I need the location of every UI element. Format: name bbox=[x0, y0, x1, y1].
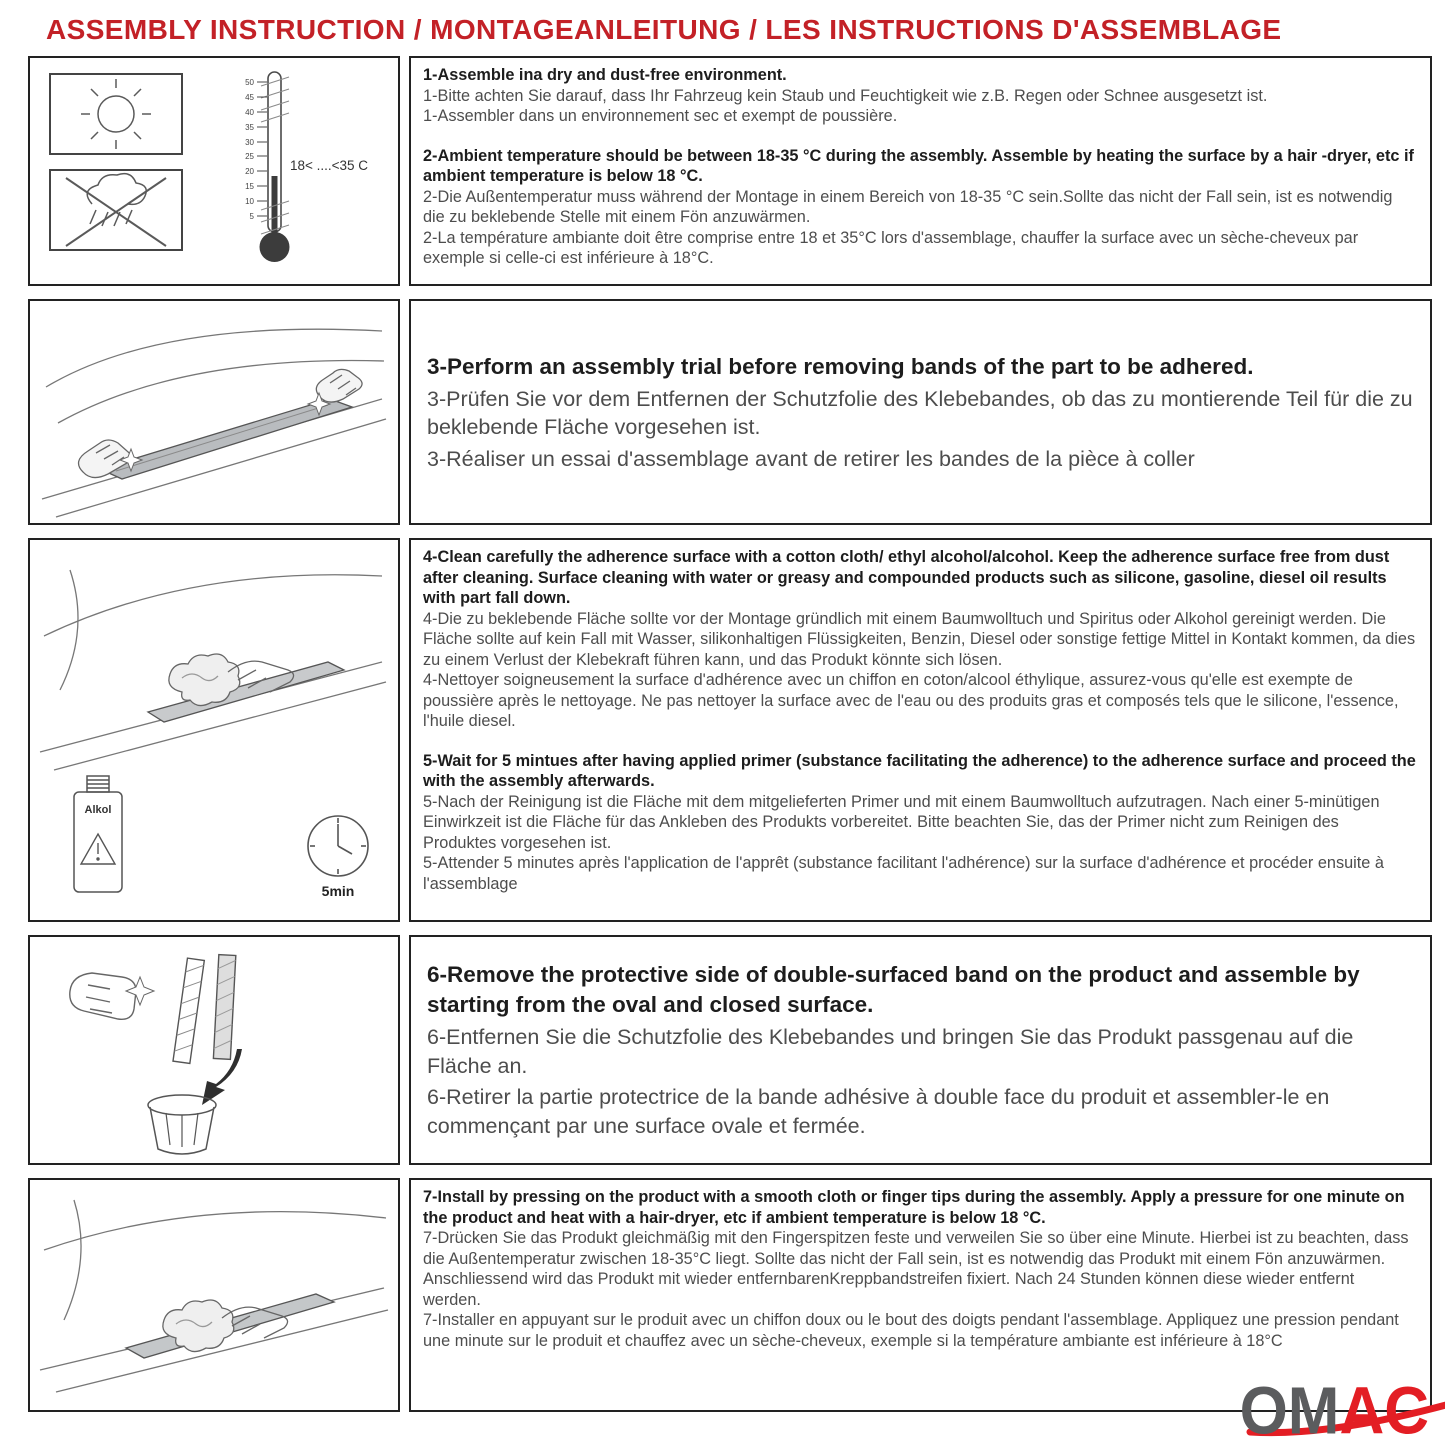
sun-icon bbox=[81, 79, 151, 149]
trash-can-icon bbox=[148, 1095, 216, 1154]
logo-text-dark: OM bbox=[1239, 1374, 1340, 1449]
step-1-fr: 1-Assembler dans un environnement sec et exempt de poussière. bbox=[423, 107, 898, 126]
section-2-text bbox=[409, 299, 1432, 525]
adhesive-band-icons bbox=[173, 955, 236, 1064]
step-3-de: 3-Prüfen Sie vor dem Entfernen der Schutzfolie des Klebebandes, ob das zu montierende Teil für die zu beklebende Fläche vorgesehen ist. bbox=[427, 386, 1413, 440]
cleaning-illustration bbox=[30, 540, 398, 920]
step-4-en: 4-Clean carefully the adherence surface with a cotton cloth/ ethyl alcohol/alcohol. Keep the adherence surface free from dust after cleaning. Surface cleaning with water or greasy and compounded products such as silicone, gasoline, diesel oil results with part fall down. bbox=[423, 548, 1390, 608]
step-7-de: 7-Drücken Sie das Produkt gleichmäßig mit den Fingerspitzen feste und verweilen Sie so über eine Minute. Hierbei ist zu beachten, dass die Außentemperatur zwischen 18-35°C liegt. Sollte das nicht der Fall sein, ist es notwendig das Produkt mit einem Fön anzuwärmen. Anschliessend wird das Produkt mit wieder entfernbarenKreppbandstreifen fixiert. Nach 24 Stunden können diese wieder entfernt werden. bbox=[423, 1229, 1409, 1309]
thermometer-icon bbox=[245, 72, 289, 262]
svg-text:25: 25 bbox=[245, 152, 254, 161]
section-2 bbox=[28, 299, 1432, 525]
step-6-en: 6-Remove the protective side of double-surfaced band on the product and assemble by starting from the oval and closed surface. bbox=[427, 962, 1360, 1018]
step-5-en: 5-Wait for 5 mintues after having applied primer (substance facilitating the adherence) to the adherence surface and proceed the with the assembly afterwards. bbox=[423, 751, 1416, 791]
hand-icon-right bbox=[316, 369, 362, 402]
no-rain-icon bbox=[66, 174, 166, 246]
step-4-fr: 4-Nettoyer soigneusement la surface d'adhérence avec un chiffon en coton/alcool éthylique, assurez-vous qu'elle est exempte de poussière après le nettoyage. Ne pas nettoyer la surface avec de l'eau ou des produits gras et composés tels que le silicone, l'essence, l'huile diesel. bbox=[423, 671, 1399, 731]
thermometer-range-label: 18< ....<35 C bbox=[290, 158, 369, 173]
logo-text-red: AC bbox=[1339, 1374, 1429, 1449]
section-4-illustration bbox=[28, 935, 400, 1165]
press-install-illustration bbox=[30, 1180, 398, 1410]
step-5-de: 5-Nach der Reinigung ist die Fläche mit dem mitgelieferten Primer und mit einem Baumwolltuch aufzutragen. Nach einer 5-minütigen Einwirkzeit ist die Fläche für das Ankleben des Produkts vorbereitet. Bitte beachten Sie, das der Primer nicht zum Reinigen des Produktes vorgesehen ist. bbox=[423, 792, 1380, 852]
section-4-text bbox=[409, 935, 1432, 1165]
step-6-fr: 6-Retirer la partie protectrice de la bande adhésive à double face du produit et assembler-le en commençant par une surface ovale et fermée. bbox=[427, 1085, 1330, 1139]
step-2-en: 2-Ambient temperature should be between 18-35 °C during the assembly. Assemble by heating the surface by a hair -dryer, etc if ambient temperature is below 18 °C. bbox=[423, 146, 1414, 186]
instruction-rows bbox=[0, 56, 1445, 1412]
section-5 bbox=[28, 1178, 1432, 1412]
svg-text:15: 15 bbox=[245, 182, 254, 191]
svg-text:30: 30 bbox=[245, 138, 254, 147]
section-3-illustration bbox=[28, 538, 400, 922]
step-7-fr: 7-Installer en appuyant sur le produit avec un chiffon doux ou le bout des doigts pendant l'assemblage. Appliquez une pression pendant une minute sur le produit et chauffez avec un sèche-cheveux, exemple si la température ambiante est inférieure à 18°C bbox=[423, 1311, 1399, 1350]
step-6-de: 6-Entfernen Sie die Schutzfolie des Klebebandes und bringen Sie das Produkt passgenau auf die Fläche an. bbox=[427, 1025, 1354, 1078]
svg-text:5: 5 bbox=[249, 212, 254, 221]
section-1-illustration bbox=[28, 56, 400, 286]
step-1-en: 1-Assemble ina dry and dust-free environment. bbox=[423, 66, 787, 84]
step-3-fr: 3-Réaliser un essai d'assemblage avant de retirer les bandes de la pièce à coller bbox=[427, 446, 1195, 471]
svg-text:20: 20 bbox=[245, 167, 254, 176]
svg-text:10: 10 bbox=[245, 197, 254, 206]
band-removal-illustration bbox=[30, 937, 398, 1163]
section-3 bbox=[28, 538, 1432, 922]
step-5-fr: 5-Attender 5 minutes après l'application de l'apprêt (substance facilitant l'adhérence) sur la surface d'adhérence et procéder ensuite à l'assemblage bbox=[423, 854, 1384, 893]
svg-text:45: 45 bbox=[245, 93, 254, 102]
climate-illustration bbox=[30, 58, 398, 284]
section-1 bbox=[28, 56, 1432, 286]
section-4 bbox=[28, 935, 1432, 1165]
section-5-illustration bbox=[28, 1178, 400, 1412]
step-1-de: 1-Bitte achten Sie darauf, dass Ihr Fahrzeug kein Staub und Feuchtigkeit wie z.B. Regen oder Schnee ausgesetzt ist. bbox=[423, 86, 1268, 105]
clock-label: 5min bbox=[321, 883, 355, 899]
section-2-illustration bbox=[28, 299, 400, 525]
section-1-text bbox=[409, 56, 1432, 286]
svg-text:50: 50 bbox=[245, 78, 254, 87]
clock-icon bbox=[308, 816, 368, 876]
step-2-fr: 2-La température ambiante doit être comprise entre 18 et 35°C lors d'assemblage, chauffer la surface avec un sèche-cheveux par exemple si celle-ci est inférieure à 18°C. bbox=[423, 228, 1359, 268]
section-3-text bbox=[409, 538, 1432, 922]
sill-trial-illustration bbox=[30, 301, 398, 523]
step-7-en: 7-Install by pressing on the product with a smooth cloth or finger tips during the assembly. Apply a pressure for one minute on the product and heat with a hair-dryer, etc if ambient temperature is below 18 °C. bbox=[423, 1188, 1405, 1227]
step-2-de: 2-Die Außentemperatur muss während der Montage in einem Bereich von 18-35 °C sein.Sollte das nicht der Fall sein, ist es notwendig die zu beklebende Stelle mit einem Fön anzuwärmen. bbox=[423, 187, 1393, 227]
step-3-en: 3-Perform an assembly trial before removing bands of the part to be adhered. bbox=[427, 353, 1254, 379]
hand-icon bbox=[70, 973, 154, 1019]
omac-logo bbox=[1239, 1374, 1429, 1449]
bottle-label: Alkol bbox=[84, 804, 112, 816]
svg-text:35: 35 bbox=[245, 123, 254, 132]
svg-text:40: 40 bbox=[245, 108, 254, 117]
step-4-de: 4-Die zu beklebende Fläche sollte vor der Montage gründlich mit einem Baumwolltuch und Spiritus oder Alkohol gereinigt werden. Die Fläche sollte auf kein Fall mit Wasser, silikonhaltigen Flüssigkeiten, Benzin, Diesel oder sonstige fettige Mittel in Kontakt kommen, da dies zu einem Verlust der Klebekraft führen kann, und das Produkt könnte sich lösen. bbox=[423, 609, 1416, 669]
warning-triangle-icon bbox=[81, 834, 115, 864]
page-title: ASSEMBLY INSTRUCTION / MONTAGEANLEITUNG / LES INSTRUCTIONS D'ASSEMBLAGE bbox=[46, 14, 1282, 45]
